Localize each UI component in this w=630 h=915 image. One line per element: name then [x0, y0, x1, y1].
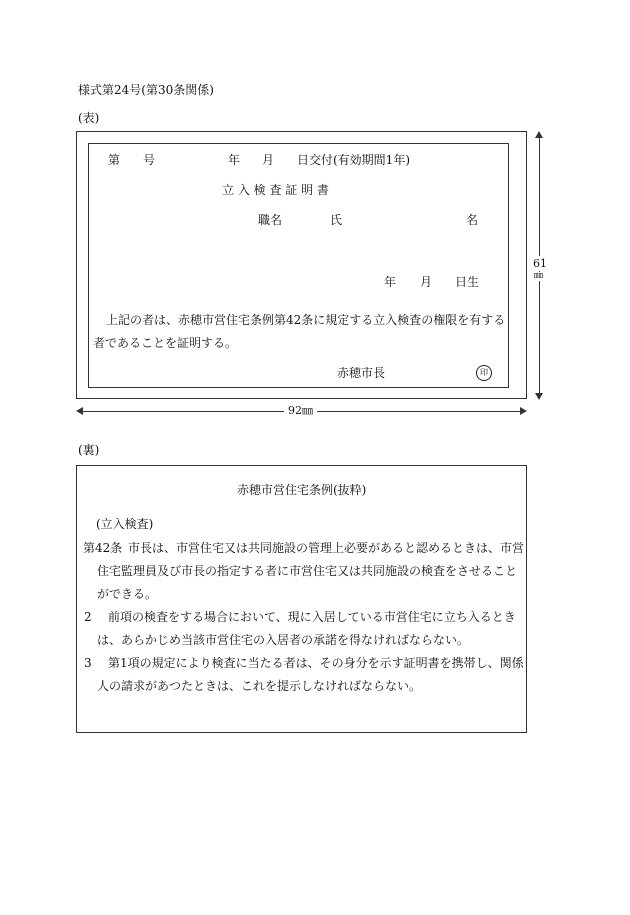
section-heading: (立入検査) [96, 517, 154, 531]
paragraph-2-line1: 前項の検査をする場合において、現に入居している市営住宅に立ち入るとき [108, 610, 516, 624]
signer-mayor: 赤穂市長 [337, 366, 386, 380]
article-42-line3: ができる。 [97, 587, 158, 601]
number-go: 号 [143, 153, 156, 167]
seal-stamp-icon: 印 [476, 365, 492, 381]
paragraph-2-line2: は、あらかじめ当該市営住宅の入居者の承諾を得なければならない。 [97, 633, 470, 647]
front-card-inner [88, 143, 509, 388]
paragraph-2-number: 2 [84, 610, 92, 624]
article-42-line1: 市長は、市営住宅又は共同施設の管理上必要があると認めるときは、市営 [128, 541, 525, 555]
paragraph-3-line1: 第1項の規定により検査に当たる者は、その身分を示す証明書を携帯し、関係 [108, 656, 524, 670]
birth-month: 月 [420, 275, 433, 289]
label-job-title: 職名 [258, 213, 283, 227]
width-dimension-label: 92㎜ [284, 405, 317, 416]
issue-month: 月 [262, 153, 275, 167]
front-side-label: (表) [78, 111, 100, 125]
article-42-line2: 住宅監理員及び市長の指定する者に市営住宅又は共同施設の検査をさせること [97, 564, 518, 578]
arrow-down-icon [535, 393, 543, 400]
issue-day-validity: 日交付(有効期間1年) [297, 153, 410, 167]
arrow-up-icon [535, 131, 543, 138]
paragraph-3-line2: 人の請求があつたときは、これを提示しなければならない。 [97, 679, 422, 693]
article-42-number: 第42条 [83, 541, 123, 555]
back-side-label: (裏) [78, 443, 100, 457]
arrow-right-icon [520, 407, 527, 415]
birth-year: 年 [384, 275, 397, 289]
form-number-title: 様式第24号(第30条関係) [78, 83, 214, 97]
number-dai: 第 [108, 153, 121, 167]
label-mei: 名 [466, 213, 479, 227]
issue-year: 年 [228, 153, 241, 167]
ordinance-title: 赤穂市営住宅条例(抜粋) [237, 483, 367, 497]
height-dimension-label: 61 [533, 257, 547, 270]
certification-text-line2: 者であることを証明する。 [93, 336, 238, 350]
paragraph-3-number: 3 [84, 656, 92, 670]
certification-text-line1: 上記の者は、赤穂市営住宅条例第42条に規定する立入検査の権限を有する [106, 313, 506, 327]
certificate-title: 立 入 検 査 証 明 書 [222, 183, 329, 197]
birth-day: 日生 [455, 275, 480, 289]
arrow-left-icon [76, 407, 83, 415]
label-shi: 氏 [330, 213, 343, 227]
height-dimension-unit: ㎜ [534, 271, 544, 281]
